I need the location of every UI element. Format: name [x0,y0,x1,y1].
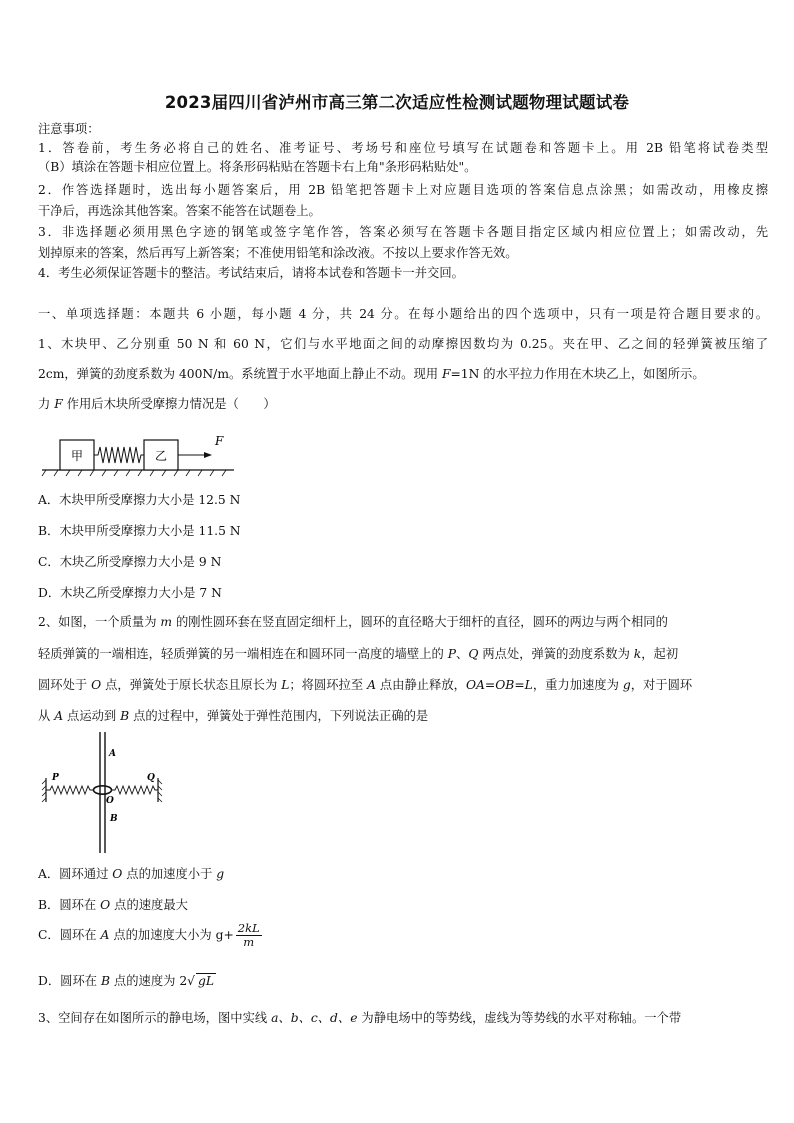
notice-heading: 注意事项： [38,122,100,136]
ring [94,786,112,794]
q2-stem-line: 从 A 点运动到 B 点的过程中，弹簧处于弹性范围内，下列说法正确的是 [38,709,429,723]
notice-line: 3．非选择题必须用黑色字迹的钢笔或签字笔作答，答案必须写在答题卡各题目指定区域内相应位置上；如需改动，先 [38,225,768,239]
notice-line: 2．作答选择题时，选出每小题答案后，用 2B 铅笔把答题卡上对应题目选项的答案信息点涂黑；如需改动，用橡皮擦 [38,183,768,197]
notice-line: 4．考生必须保证答题卡的整洁。考试结束后，请将本试卷和答题卡一并交回。 [38,266,464,280]
q3-stem-line: 3、空间存在如图所示的静电场，图中实线 a、b、c、d、e 为静电场中的等势线，虚线为等势线的水平对称轴。一个带 [38,1011,682,1025]
label-b: B [110,814,118,824]
notice-line: 干净后，再选涂其他答案。答案不能答在试题卷上。 [38,204,321,218]
ground-hatch [42,470,226,476]
force-arrow-head [204,452,212,458]
label-q: Q [147,773,155,783]
sqrt-sign: √ [187,974,195,988]
q1-stem-line: 1、木块甲、乙分别重 50 N 和 60 N，它们与水平地面之间的动摩擦因数均为 0.25。夹在甲、乙之间的轻弹簧被压缩了 [38,337,768,351]
notice-line: 1．答卷前，考生务必将自己的姓名、准考证号、考场号和座位号填写在试题卷和答题卡上。用 2B 铅笔将试卷类型 [38,141,768,155]
notice-line: 划掉原来的答案，然后再写上新答案；不准使用铅笔和涂改液。不按以上要求作答无效。 [38,246,518,260]
spring-left [46,786,94,794]
q2-stem-line: 圆环处于 O 点，弹簧处于原长状态且原长为 L；将圆环拉至 A 点由静止释放，OA=OB=L，重力加速度为 g，对于圆环 [38,678,693,692]
label-o: O [106,796,114,806]
q1-figure [38,428,238,480]
q1-option-a: A．木块甲所受摩擦力大小是 12.5 N [38,493,241,507]
notice-line: （B）填涂在答题卡相应位置上。将条形码粘贴在答题卡右上角"条形码粘贴处"。 [38,160,477,174]
label-p: P [52,773,59,783]
q2-option-a: A．圆环通过 O 点的加速度小于 g [38,867,225,881]
section-heading: 一、单项选择题：本题共 6 小题，每小题 4 分，共 24 分。在每小题给出的四个选项中，只有一项是符合题目要求的。 [38,307,768,321]
q1-option-b: B．木块甲所受摩擦力大小是 11.5 N [38,524,241,538]
page-title: 2023届四川省泸州市高三第二次适应性检测试题物理试题试卷 [164,93,630,112]
q2-option-b: B．圆环在 O 点的速度最大 [38,898,188,912]
q1-option-c: C．木块乙所受摩擦力大小是 9 N [38,555,222,569]
spring [94,447,144,463]
spring-right [111,786,158,794]
q2-figure [40,730,170,855]
block-jia-label: 甲 [70,449,84,463]
q2-stem-line: 2、如图，一个质量为 m 的刚性圆环套在竖直固定细杆上，圆环的直径略大于细杆的直径，圆环的两边与两个相同的 [38,615,668,629]
fraction: $\frac{2kL}{m}$ [237,921,260,949]
force-label: F [215,434,224,448]
q2-option-c: C．圆环在 A 点的加速度大小为 g+ $\frac{2kL}{m}$ [38,921,260,949]
label-a: A [109,749,116,759]
wall-right-hatch [158,780,162,802]
block-yi-label: 乙 [154,449,168,463]
q2-stem-line: 轻质弹簧的一端相连，轻质弹簧的另一端相连在和圆环同一高度的墙壁上的 P、Q 两点处，弹簧的劲度系数为 k，起初 [38,647,679,661]
q1-option-d: D．木块乙所受摩擦力大小是 7 N [38,586,222,600]
q1-stem-line: 2cm，弹簧的劲度系数为 400N/m。系统置于水平地面上静止不动。现用 F=1N 的水平拉力作用在木块乙上，如图所示。 [38,367,705,381]
q2-option-d: D．圆环在 B 点的速度为 2√ gL [38,974,215,988]
q1-stem-line: 力 F 作用后木块所受摩擦力情况是（ ） [38,397,276,411]
